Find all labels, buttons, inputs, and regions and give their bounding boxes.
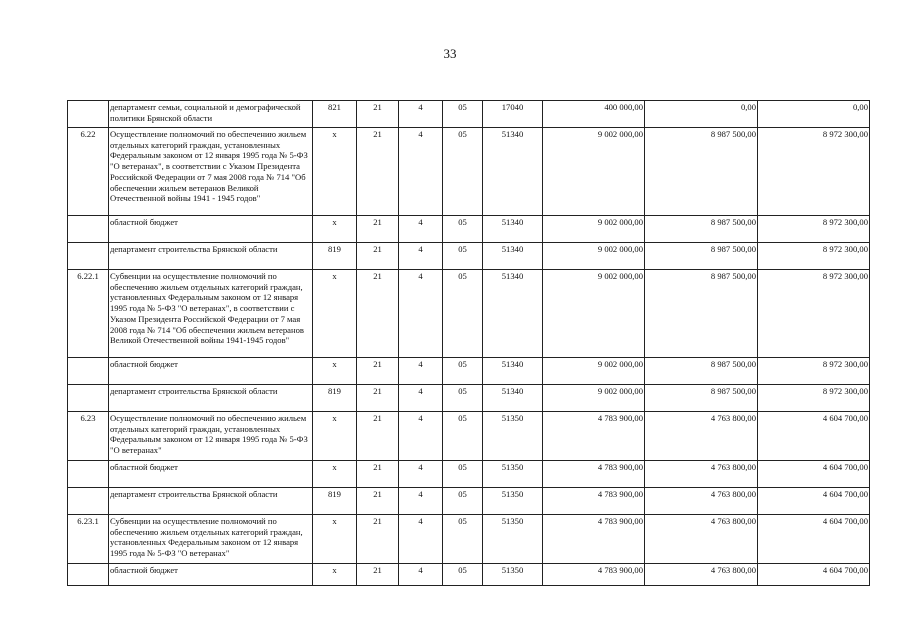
- target-code-cell: 51340: [483, 216, 543, 243]
- row-name-cell: департамент строительства Брянской области: [109, 385, 313, 412]
- row-number-cell: [68, 243, 109, 270]
- section-code-cell: 21: [357, 564, 399, 586]
- section-code-cell: 21: [357, 358, 399, 385]
- admin-code-cell: х: [313, 515, 357, 564]
- table-row: [68, 515, 870, 564]
- subsection-code-cell: 4: [399, 564, 443, 586]
- row-name-cell: областной бюджет: [109, 564, 313, 586]
- section-code-cell: 21: [357, 488, 399, 515]
- subsection-code-cell: 4: [399, 128, 443, 216]
- admin-code-cell: х: [313, 128, 357, 216]
- article-code-cell: 05: [443, 358, 483, 385]
- amount-year2-cell: 8 987 500,00: [645, 270, 758, 358]
- amount-year3-cell: 8 972 300,00: [758, 216, 870, 243]
- amount-year2-cell: 8 987 500,00: [645, 358, 758, 385]
- amount-year1-cell: 9 002 000,00: [543, 128, 645, 216]
- row-number-cell: 6.22: [68, 128, 109, 216]
- row-number-cell: [68, 564, 109, 586]
- amount-year3-cell: 4 604 700,00: [758, 515, 870, 564]
- target-code-cell: 51340: [483, 128, 543, 216]
- admin-code-cell: 821: [313, 101, 357, 128]
- amount-year2-cell: 8 987 500,00: [645, 216, 758, 243]
- amount-year3-cell: 8 972 300,00: [758, 358, 870, 385]
- section-code-cell: 21: [357, 515, 399, 564]
- subsection-code-cell: 4: [399, 461, 443, 488]
- section-code-cell: 21: [357, 216, 399, 243]
- amount-year1-cell: 4 783 900,00: [543, 412, 645, 461]
- row-name-cell: областной бюджет: [109, 358, 313, 385]
- subsection-code-cell: 4: [399, 270, 443, 358]
- subsection-code-cell: 4: [399, 216, 443, 243]
- article-code-cell: 05: [443, 101, 483, 128]
- table-row: [68, 358, 870, 385]
- amount-year2-cell: 4 763 800,00: [645, 488, 758, 515]
- table-body: [68, 101, 870, 586]
- section-code-cell: 21: [357, 461, 399, 488]
- row-number-cell: [68, 461, 109, 488]
- table-row: [68, 101, 870, 128]
- amount-year2-cell: 4 763 800,00: [645, 412, 758, 461]
- page-number: 33: [443, 46, 457, 61]
- row-number-cell: [68, 101, 109, 128]
- row-name-cell: Осуществление полномочий по обеспечению жильем отдельных категорий граждан, установленных Федеральным законом от 12 января 1995 года № 5-ФЗ "О ветеранах", в соответствии с Указом Президента Российской Федерации от 7 мая 2008 года № 714 "Об обеспечении жильем ветеранов Великой Отечественной войны 1941 - 1945 годов": [109, 128, 313, 216]
- amount-year3-cell: 8 972 300,00: [758, 385, 870, 412]
- subsection-code-cell: 4: [399, 385, 443, 412]
- admin-code-cell: х: [313, 358, 357, 385]
- table-row: [68, 461, 870, 488]
- amount-year1-cell: 9 002 000,00: [543, 385, 645, 412]
- article-code-cell: 05: [443, 461, 483, 488]
- row-name-cell: департамент строительства Брянской области: [109, 488, 313, 515]
- amount-year1-cell: 4 783 900,00: [543, 515, 645, 564]
- amount-year2-cell: 0,00: [645, 101, 758, 128]
- row-name-cell: областной бюджет: [109, 461, 313, 488]
- amount-year1-cell: 4 783 900,00: [543, 564, 645, 586]
- article-code-cell: 05: [443, 385, 483, 412]
- row-name-cell: областной бюджет: [109, 216, 313, 243]
- amount-year1-cell: 9 002 000,00: [543, 270, 645, 358]
- table-row: [68, 128, 870, 216]
- amount-year2-cell: 8 987 500,00: [645, 385, 758, 412]
- amount-year3-cell: 8 972 300,00: [758, 128, 870, 216]
- target-code-cell: 51350: [483, 515, 543, 564]
- row-number-cell: 6.23: [68, 412, 109, 461]
- article-code-cell: 05: [443, 515, 483, 564]
- subsection-code-cell: 4: [399, 243, 443, 270]
- amount-year1-cell: 400 000,00: [543, 101, 645, 128]
- row-number-cell: [68, 216, 109, 243]
- section-code-cell: 21: [357, 101, 399, 128]
- row-number-cell: 6.22.1: [68, 270, 109, 358]
- row-name-cell: Субвенции на осуществление полномочий по обеспечению жильем отдельных категорий граждан, установленных Федеральным законом от 12 января 1995 года № 5-ФЗ "О ветеранах": [109, 515, 313, 564]
- budget-table: [67, 100, 870, 586]
- row-name-cell: Субвенции на осуществление полномочий по обеспечению жильем отдельных категорий граждан, установленных Федеральным законом от 12 января 1995 года № 5-ФЗ "О ветеранах", в соответствии с Указом Президента Российской Федерации от 7 мая 2008 года № 714 "Об обеспечении жильем ветеранов Великой Отечественной войны 1941-1945 годов": [109, 270, 313, 358]
- section-code-cell: 21: [357, 385, 399, 412]
- target-code-cell: 51340: [483, 358, 543, 385]
- table-row: [68, 488, 870, 515]
- table-row: [68, 243, 870, 270]
- row-number-cell: [68, 488, 109, 515]
- target-code-cell: 51340: [483, 385, 543, 412]
- target-code-cell: 51340: [483, 270, 543, 358]
- admin-code-cell: 819: [313, 243, 357, 270]
- amount-year1-cell: 9 002 000,00: [543, 243, 645, 270]
- amount-year1-cell: 4 783 900,00: [543, 488, 645, 515]
- amount-year2-cell: 8 987 500,00: [645, 128, 758, 216]
- row-number-cell: 6.23.1: [68, 515, 109, 564]
- target-code-cell: 51350: [483, 412, 543, 461]
- amount-year3-cell: 4 604 700,00: [758, 412, 870, 461]
- target-code-cell: 51350: [483, 488, 543, 515]
- target-code-cell: 51340: [483, 243, 543, 270]
- table-row: [68, 385, 870, 412]
- amount-year1-cell: 4 783 900,00: [543, 461, 645, 488]
- target-code-cell: 51350: [483, 461, 543, 488]
- amount-year2-cell: 4 763 800,00: [645, 461, 758, 488]
- article-code-cell: 05: [443, 564, 483, 586]
- target-code-cell: 51350: [483, 564, 543, 586]
- article-code-cell: 05: [443, 412, 483, 461]
- admin-code-cell: 819: [313, 385, 357, 412]
- table-row: [68, 412, 870, 461]
- amount-year2-cell: 8 987 500,00: [645, 243, 758, 270]
- row-number-cell: [68, 358, 109, 385]
- subsection-code-cell: 4: [399, 515, 443, 564]
- subsection-code-cell: 4: [399, 101, 443, 128]
- table-row: [68, 216, 870, 243]
- article-code-cell: 05: [443, 243, 483, 270]
- admin-code-cell: 819: [313, 488, 357, 515]
- row-name-cell: департамент строительства Брянской области: [109, 243, 313, 270]
- section-code-cell: 21: [357, 128, 399, 216]
- section-code-cell: 21: [357, 412, 399, 461]
- article-code-cell: 05: [443, 270, 483, 358]
- subsection-code-cell: 4: [399, 412, 443, 461]
- section-code-cell: 21: [357, 270, 399, 358]
- amount-year3-cell: 4 604 700,00: [758, 461, 870, 488]
- admin-code-cell: х: [313, 461, 357, 488]
- amount-year2-cell: 4 763 800,00: [645, 515, 758, 564]
- table-row: [68, 270, 870, 358]
- amount-year3-cell: 4 604 700,00: [758, 488, 870, 515]
- row-name-cell: Осуществление полномочий по обеспечению жильем отдельных категорий граждан, установленных Федеральным законом от 12 января 1995 года № 5-ФЗ "О ветеранах": [109, 412, 313, 461]
- amount-year2-cell: 4 763 800,00: [645, 564, 758, 586]
- row-name-cell: департамент семьи, социальной и демографической политики Брянской области: [109, 101, 313, 128]
- target-code-cell: 17040: [483, 101, 543, 128]
- admin-code-cell: х: [313, 216, 357, 243]
- article-code-cell: 05: [443, 216, 483, 243]
- admin-code-cell: х: [313, 270, 357, 358]
- subsection-code-cell: 4: [399, 488, 443, 515]
- subsection-code-cell: 4: [399, 358, 443, 385]
- row-number-cell: [68, 385, 109, 412]
- admin-code-cell: х: [313, 412, 357, 461]
- table-row: [68, 564, 870, 586]
- article-code-cell: 05: [443, 488, 483, 515]
- admin-code-cell: х: [313, 564, 357, 586]
- section-code-cell: 21: [357, 243, 399, 270]
- amount-year3-cell: 8 972 300,00: [758, 243, 870, 270]
- amount-year1-cell: 9 002 000,00: [543, 358, 645, 385]
- amount-year3-cell: 4 604 700,00: [758, 564, 870, 586]
- article-code-cell: 05: [443, 128, 483, 216]
- amount-year3-cell: 0,00: [758, 101, 870, 128]
- amount-year1-cell: 9 002 000,00: [543, 216, 645, 243]
- amount-year3-cell: 8 972 300,00: [758, 270, 870, 358]
